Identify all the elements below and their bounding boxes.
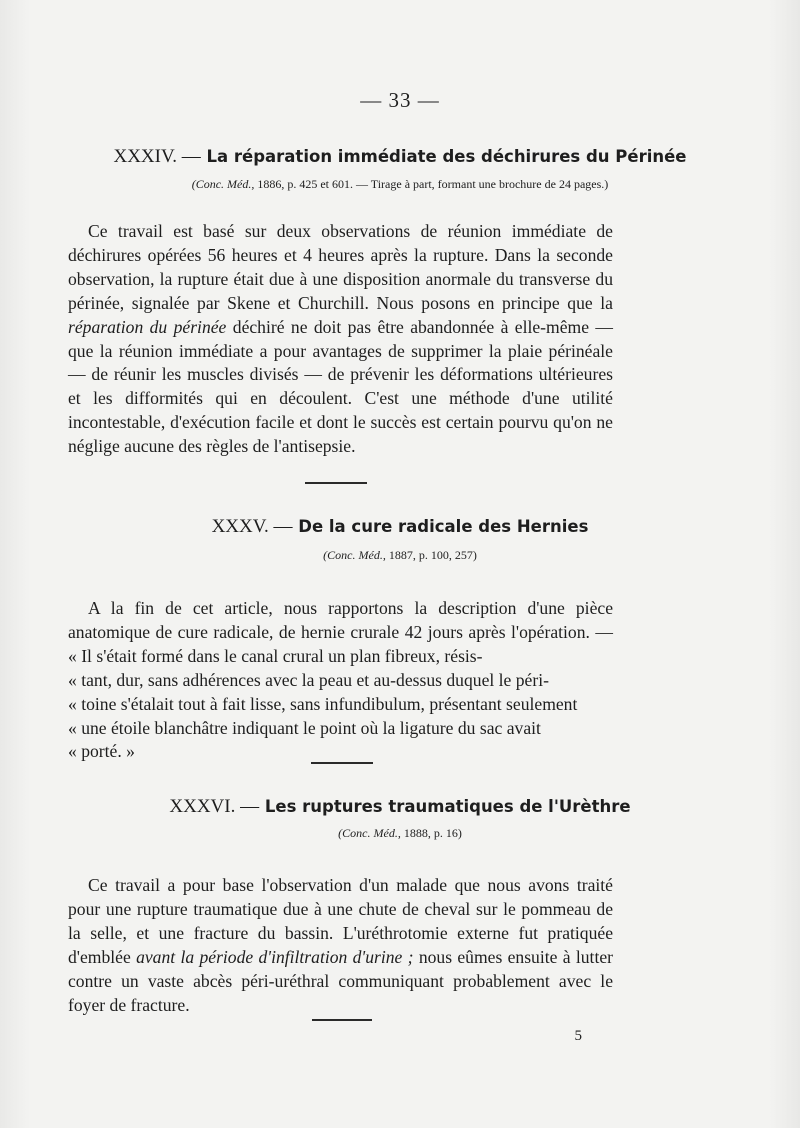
entry-number: XXXIV. — [113, 146, 201, 167]
section-divider [311, 762, 373, 764]
paragraph [68, 874, 613, 1017]
quote-line: « porté. » [68, 741, 135, 762]
text-run: Ce travail est basé sur deux observations de réunion immédiate de déchirures opérées 56 heures et 4 heures après la rupture. Dans la seconde observation, la rupture était due à une disposition anormale du transverse du périnée, signalée par Skene et Churchill. Nous posons en principe que la [68, 221, 613, 313]
italic-run: avant la période d'infiltration d'urine ; [136, 946, 414, 967]
entry-title-text: De la cure radicale des Hernies [298, 517, 589, 536]
page-number: — 33 — [360, 88, 440, 112]
text-run: déchiré ne doit pas être abandonnée à elle-même — que la réunion immédiate a pour avantages de supprimer la plaie périnéale — de réunir les muscles divisés — de prévenir les déformations ultérieures et les difformités qui en découlent. C'est une méthode d'une utilité incontestable, d'exécution facile et dont le succès est certain pourvu qu'on ne néglige aucune des règles de l'antisepsie. [68, 316, 613, 457]
text-run: nous eûmes ensuite à lutter contre un vaste abcès péri-uréthral communiquant probablement avec le foyer de fracture. [68, 946, 613, 1015]
entry-title-xxxvi [0, 796, 800, 818]
text-run: Ce travail a pour base l'observation d'un malade que nous avons traité pour une rupture traumatique due à une chute de cheval sur le pommeau de la selle, et une fracture du bassin. L'uréthrotomie externe fut pratiquée d'emblée [68, 875, 613, 967]
quote-line: « tant, dur, sans adhérences avec la peau et au-dessus duquel le péri- [68, 669, 549, 690]
paragraph: A la fin de cet article, nous rapportons la description d'une pièce anatomique de cure radicale, de hernie crurale 42 jours après l'opération. — « Il s'était formé dans le canal crural un plan fibreux, résis- [68, 598, 613, 666]
citation-xxxiv [0, 177, 800, 192]
entry-title-text: La réparation immédiate des déchirures du Périnée [206, 147, 687, 166]
quote-line: « toine s'étalait tout à fait lisse, sans infundibulum, présentant seulement [68, 693, 578, 714]
paragraph [68, 220, 613, 459]
entry-title-xxxv [0, 516, 800, 538]
citation-xxxvi [0, 826, 800, 841]
body-xxxiv [68, 220, 613, 459]
signature-mark: 5 [574, 1028, 582, 1044]
entry-title-xxxiv [0, 146, 800, 168]
section-divider [305, 482, 367, 484]
italic-run: réparation du périnée [68, 316, 227, 337]
entry-title-text: Les ruptures traumatiques de l'Urèthre [264, 797, 631, 816]
citation-source: (Conc. Méd., [323, 548, 386, 562]
citation-details: 1887, p. 100, 257) [388, 548, 477, 562]
citation-details: 1888, p. 16) [403, 826, 462, 840]
entry-number: XXXV. — [211, 516, 293, 537]
quote-line: « une étoile blanchâtre indiquant le point où la ligature du sac avait [68, 717, 541, 738]
section-divider [312, 1019, 372, 1021]
body-xxxvi [68, 874, 613, 1017]
citation-source: (Conc. Méd., [338, 826, 401, 840]
citation-xxxv [0, 548, 800, 563]
entry-number: XXXVI. — [169, 796, 260, 817]
body-xxxv [68, 597, 613, 764]
citation-details: 1886, p. 425 et 601. — Tirage à part, formant une brochure de 24 pages.) [257, 177, 609, 191]
citation-source: (Conc. Méd., [191, 177, 255, 191]
